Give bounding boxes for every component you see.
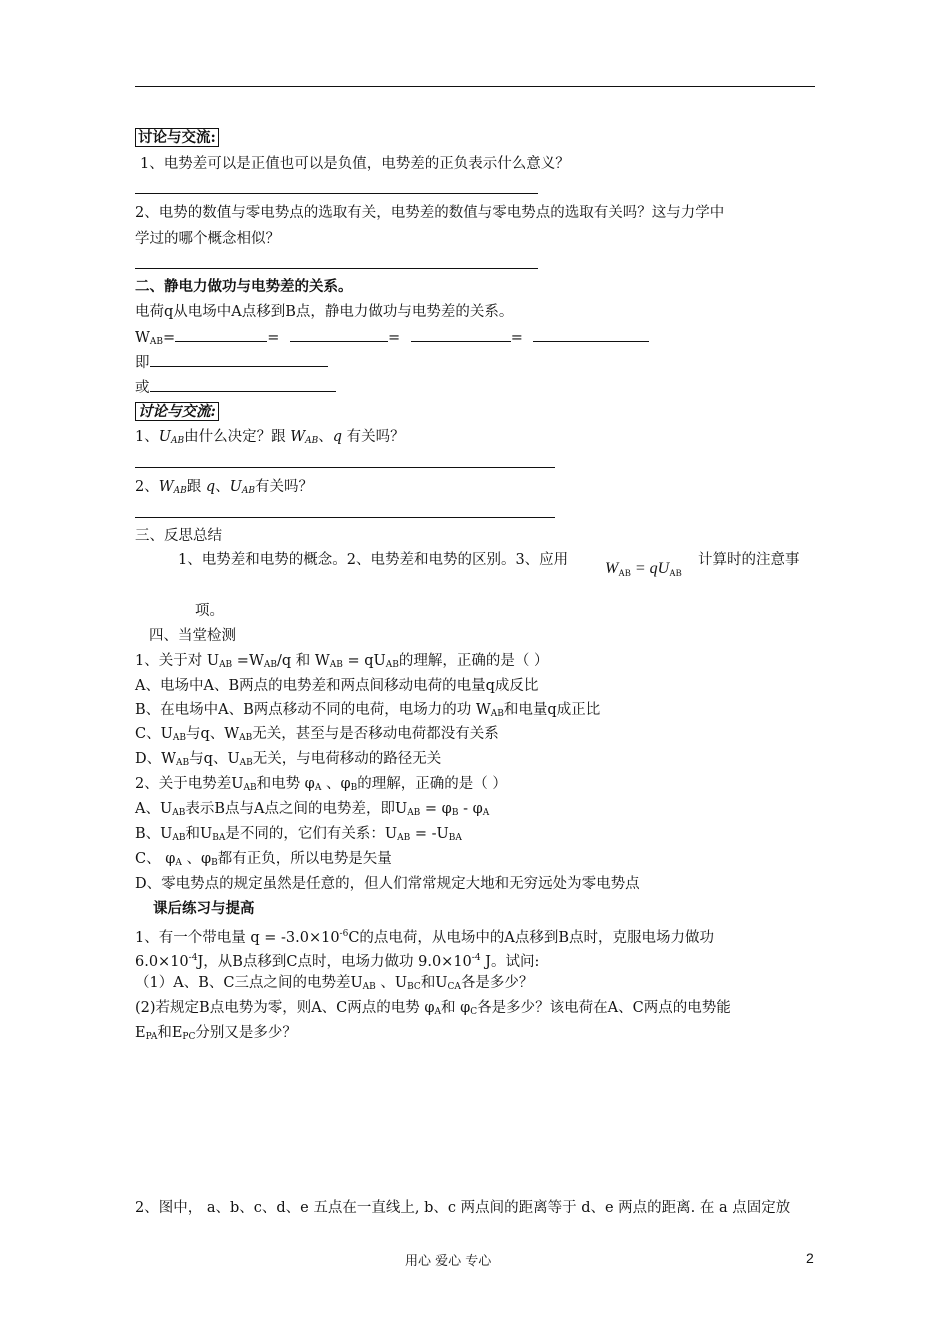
answer-line [135, 467, 555, 468]
answer-line [135, 517, 555, 518]
discussion-heading-1: 讨论与交流: [135, 128, 219, 148]
problem-1-sub-2: (2)若规定B点电势为零，则A、C两点的电势 $\varphi_A$和 $\varphi_C$各是多少？该电荷在A、C两点的电势能 [135, 1000, 731, 1017]
section4-heading: 四、当堂检测 [149, 628, 236, 644]
section3-text-cont: 项。 [195, 603, 224, 619]
test-question-2: 2、关于电势差$U_{AB}$和电势 $\varphi_A$ 、$\varphi_B$的理解，正确的是（ ） [135, 776, 507, 793]
header-rule [135, 86, 815, 87]
fill-blank[interactable] [150, 352, 328, 367]
q1-option-b: B、在电场中A、B两点移动不同的电荷，电场力的功 $W_{AB}$和电量q成正比 [135, 702, 601, 719]
discussion-heading-2: 讨论与交流: [135, 402, 219, 422]
section3-heading: 三、反思总结 [135, 528, 222, 544]
section2-intro: 电荷q从电场中A点移到B点，静电力做功与电势差的关系。 [135, 304, 514, 320]
problem-1-line-1: 1、有一个带电量 $q = -3.0\times 10^{-6}C$的点电荷，从电场中的A点移到B点时，克服电场力做功 [135, 929, 715, 946]
q1-option-c: C、$U_{AB}$与q、$W_{AB}$无关，甚至与是否移动电荷都没有关系 [135, 726, 499, 743]
fill-blank[interactable] [175, 327, 267, 342]
section3-text: 1、电势差和电势的概念。2、电势差和电势的区别。3、应用 [178, 552, 569, 568]
q1-option-a: A、电场中A、B两点的电势差和两点间移动电荷的电量q成反比 [135, 678, 539, 694]
fill-blank[interactable] [533, 327, 649, 342]
problem-1-line-2: $6.0\times 10^{-4}J$，从B点移到C点时，电场力做功 $9.0\times 10^{-4}$ J。试问: [135, 953, 540, 970]
formula-wab-quab: WAB = qUAB [605, 560, 682, 578]
section3-text-after: 计算时的注意事 [698, 552, 800, 568]
discussion2-question-1: 1、$U_{AB}$由什么决定？跟 $W_{AB}$、q 有关吗？ [135, 429, 405, 446]
test-question-1: 1、关于对 $U_{AB} =W_{AB}/q$ 和 $W_{AB} = qU_{AB}$的理解，正确的是（ ） [135, 653, 549, 670]
discussion1-question-1: 1、电势差可以是正值也可以是负值，电势差的正负表示什么意义？ [140, 156, 570, 172]
discussion2-question-2: 2、$W_{AB}$跟 q、$U_{AB}$有关吗？ [135, 479, 314, 496]
q2-option-a: A、$U_{AB}$表示B点与A点之间的电势差，即$U_{AB} = \varphi_B - \varphi_A$ [135, 801, 490, 818]
page-number: 2 [806, 1250, 814, 1266]
fill-blank[interactable] [150, 377, 336, 392]
answer-line [135, 193, 538, 194]
discussion1-question-2-line1: 2、电势的数值与零电势点的选取有关，电势差的数值与零电势点的选取有关吗？这与力学中 [135, 205, 725, 221]
fill-blank[interactable] [411, 327, 511, 342]
problem-2: 2、图中， a、b、c、d、e 五点在一直线上, b、c 两点间的距离等于 d、e 两点的距离. 在 a 点固定放 [135, 1200, 791, 1216]
q2-option-b: B、$U_{AB}$和$U_{BA}$是不同的，它们有关系：$U_{AB} = -U_{BA}$ [135, 826, 462, 843]
q1-option-d: D、$W_{AB}$与q、$U_{AB}$无关，与电荷移动的路径无关 [135, 751, 442, 768]
huo-row: 或 [135, 377, 336, 398]
ji-row: 即 [135, 352, 328, 373]
homework-heading: 课后练习与提高 [153, 900, 255, 917]
wab-equation-row: $W_{AB}=$ = = = [135, 327, 649, 352]
answer-line [135, 268, 538, 269]
section2-heading: 二、静电力做功与电势差的关系。 [135, 278, 353, 295]
fill-blank[interactable] [290, 327, 388, 342]
discussion1-question-2-line2: 学过的哪个概念相似？ [135, 231, 280, 247]
q2-option-c: C、 $\varphi_A$ 、$\varphi_B$都有正负，所以电势是矢量 [135, 851, 392, 868]
problem-1-sub-2-line-2: $E_{PA}$和$E_{PC}$分别又是多少？ [135, 1025, 297, 1042]
problem-1-sub-1: （1）A、B、C三点之间的电势差$U_{AB}$ 、$U_{BC}$和$U_{CA}$各是多少？ [135, 975, 534, 992]
footer-motto: 用心 爱心 专心 [405, 1254, 492, 1269]
q2-option-d: D、零电势点的规定虽然是任意的，但人们常常规定大地和无穷远处为零电势点 [135, 876, 640, 892]
